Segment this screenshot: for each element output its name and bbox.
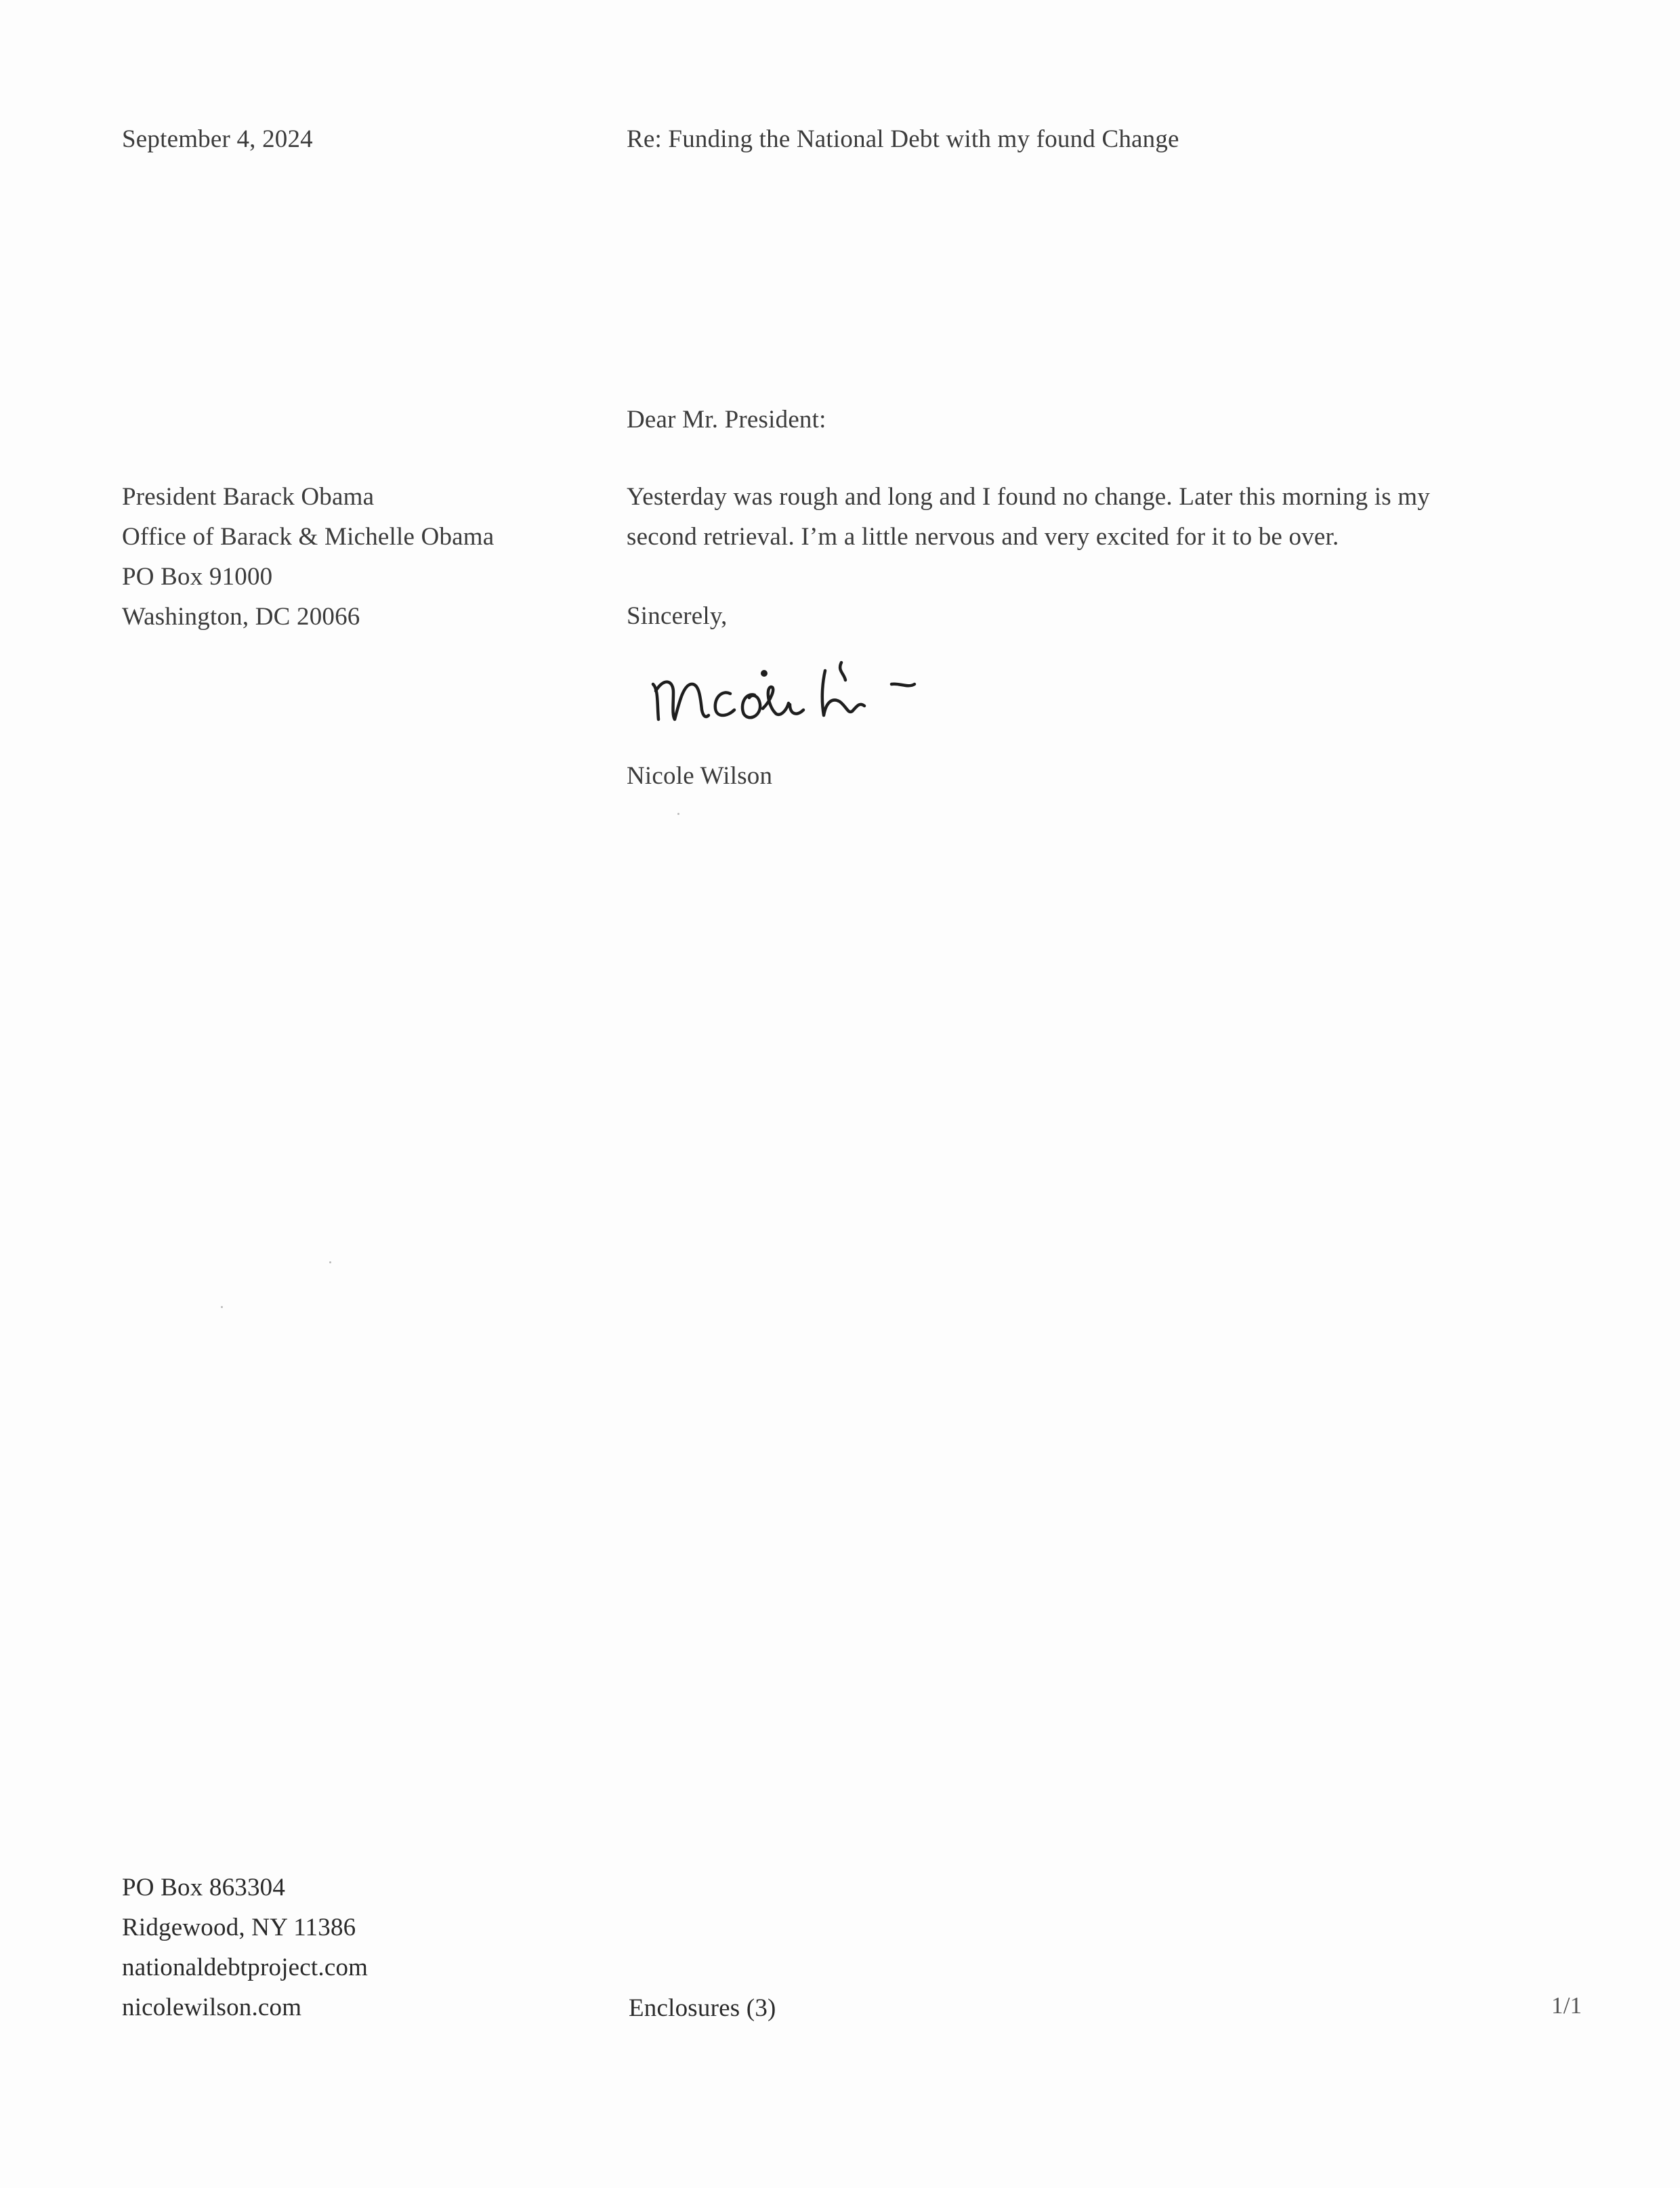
signer-name: Nicole Wilson: [627, 762, 773, 790]
letter-subject: Re: Funding the National Debt with my found Change: [627, 125, 1179, 153]
recipient-line: PO Box 91000: [122, 563, 273, 591]
page-number: 1/1: [1551, 1992, 1582, 2019]
recipient-line: Washington, DC 20066: [122, 603, 360, 631]
scan-speck: [677, 813, 679, 815]
closing: Sincerely,: [627, 602, 728, 630]
enclosures-note: Enclosures (3): [629, 1994, 776, 2022]
body-line: second retrieval. I’m a little nervous and very excited for it to be over.: [627, 523, 1339, 551]
sender-line: PO Box 863304: [122, 1874, 286, 1901]
body-line: Yesterday was rough and long and I found no change. Later this morning is my: [627, 483, 1430, 511]
recipient-line: President Barack Obama: [122, 483, 375, 511]
letter-body: [627, 478, 1430, 557]
salutation: Dear Mr. President:: [627, 406, 826, 434]
recipient-line: Office of Barack & Michelle Obama: [122, 523, 495, 551]
sender-line: Ridgewood, NY 11386: [122, 1914, 356, 1941]
sender-address: [122, 1868, 368, 2028]
sender-link[interactable]: nicolewilson.com: [122, 1994, 302, 2021]
scan-speck: [221, 1306, 223, 1308]
scan-speck: [329, 1261, 331, 1263]
recipient-address: [122, 478, 494, 637]
handwritten-signature: [644, 650, 996, 732]
sender-link[interactable]: nationaldebtproject.com: [122, 1954, 369, 1981]
letter-date: September 4, 2024: [122, 125, 313, 153]
